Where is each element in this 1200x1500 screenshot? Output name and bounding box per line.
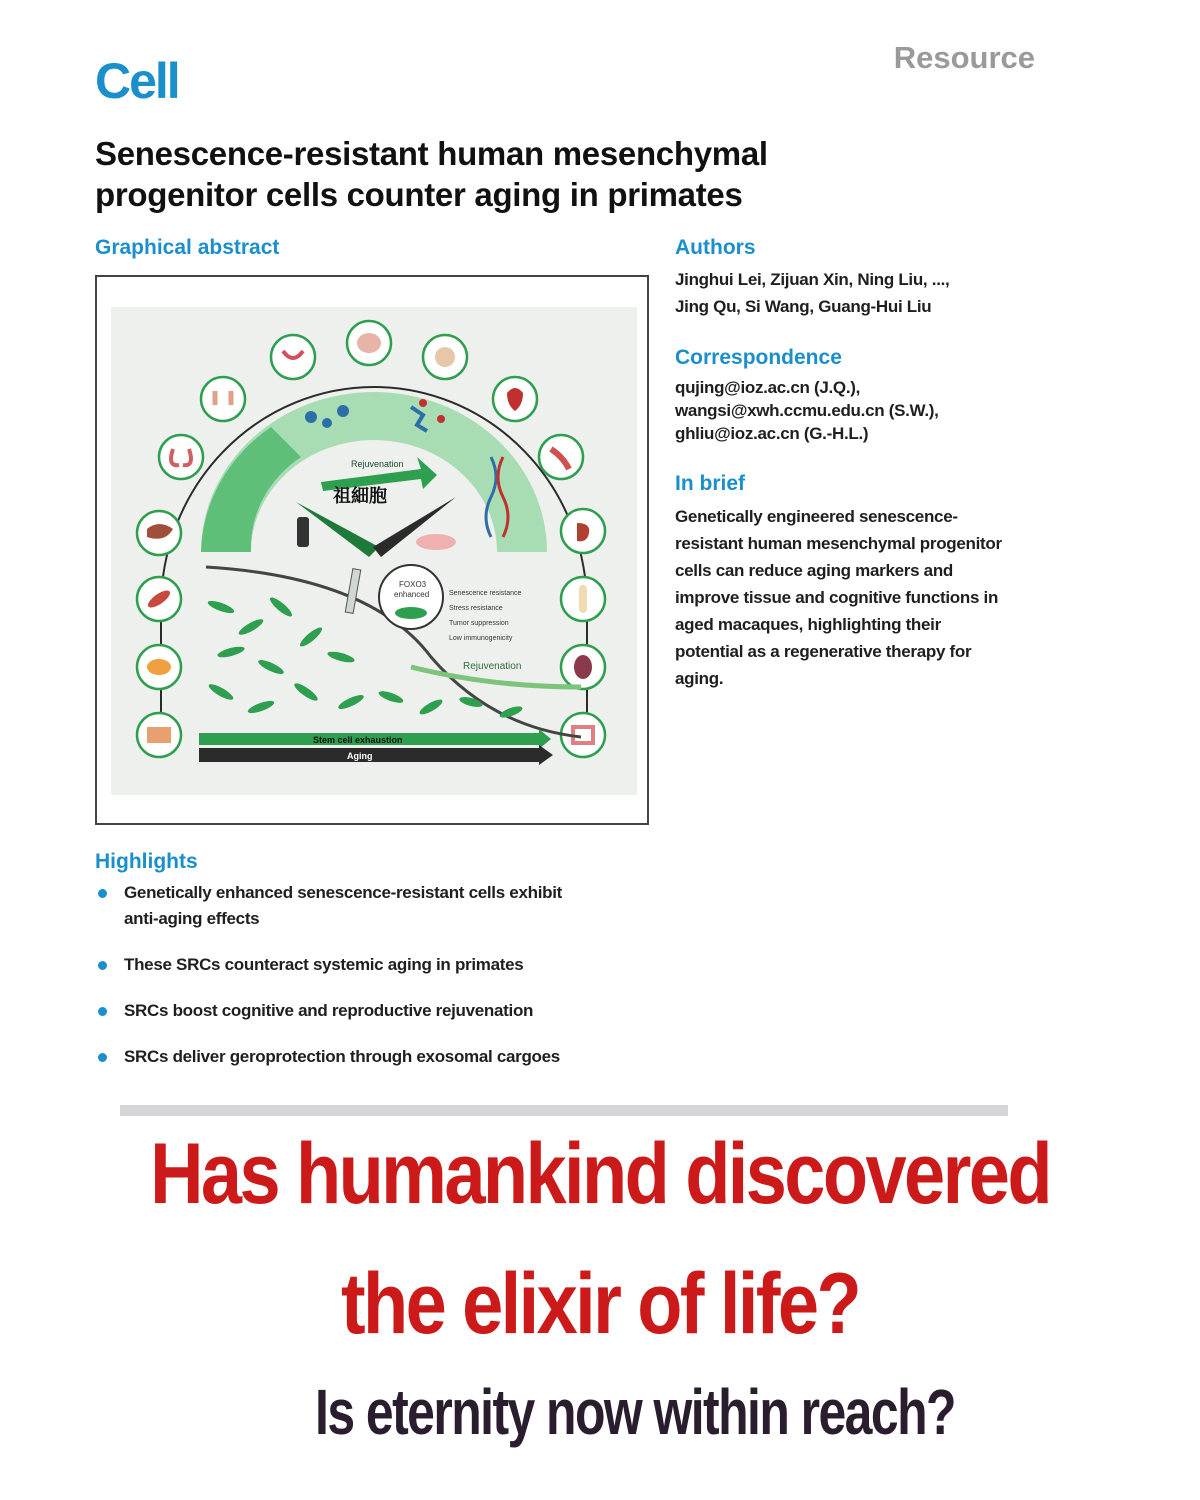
in-brief-line: improve tissue and cognitive functions in xyxy=(675,588,999,607)
authors-list xyxy=(675,266,949,320)
property-2: Stress resistance xyxy=(449,605,503,612)
arc-label: Rejuvenation xyxy=(351,459,404,469)
highlights-list xyxy=(95,880,655,1090)
correspondence-heading: Correspondence xyxy=(675,346,842,369)
syringe-icon xyxy=(345,569,361,614)
headline-line-2: the elixir of life? xyxy=(340,1256,860,1352)
bullet-icon xyxy=(98,1007,107,1016)
male-reproductive-icon xyxy=(201,377,245,421)
cell-cluster xyxy=(206,595,523,720)
title-line-2: progenitor cells counter aging in primates xyxy=(95,176,743,213)
highlights-heading: Highlights xyxy=(95,850,198,873)
headline-line-1: Has humankind discovered xyxy=(150,1126,1050,1222)
graphical-abstract-figure xyxy=(95,275,649,825)
article-type-label: Resource xyxy=(893,40,1035,75)
foxo3-label: FOXO3 xyxy=(399,580,427,589)
bar-label-green: Stem cell exhaustion xyxy=(313,735,403,745)
in-brief-heading: In brief xyxy=(675,472,746,495)
vial-icon xyxy=(297,517,309,547)
highlight-text: These SRCs counteract systemic aging in primates xyxy=(124,955,524,974)
in-brief-text xyxy=(675,503,1002,692)
email-link-3[interactable]: ghliu@ioz.ac.cn (G.-H.L.) xyxy=(675,424,869,443)
article-title xyxy=(95,133,975,215)
authors-heading: Authors xyxy=(675,236,756,259)
chinese-label: 祖細胞 xyxy=(333,486,387,506)
lung-icon xyxy=(159,435,203,479)
in-brief-line: aging. xyxy=(675,669,724,688)
graphical-abstract-illustration xyxy=(111,307,637,795)
authors-line-1: Jinghui Lei, Zijuan Xin, Ning Liu, ..., xyxy=(675,270,950,289)
in-brief-line: cells can reduce aging markers and xyxy=(675,561,953,580)
property-4: Low immunogenicity xyxy=(449,635,513,642)
graphical-abstract-canvas xyxy=(111,307,637,795)
email-link-1[interactable]: qujing@ioz.ac.cn (J.Q.), xyxy=(675,378,861,397)
highlight-text: anti-aging effects xyxy=(124,909,260,928)
highlight-text: SRCs boost cognitive and reproductive rejuvenation xyxy=(124,1001,534,1020)
foxo3-enhanced-label: enhanced xyxy=(394,590,430,599)
subheadline: Is eternity now within reach? xyxy=(315,1376,955,1448)
highlight-item xyxy=(95,998,655,1024)
bar-label-dark: Aging xyxy=(347,751,373,761)
highlight-item xyxy=(95,880,655,932)
highlight-text: SRCs deliver geroprotection through exosomal cargoes xyxy=(124,1047,560,1066)
highlight-text: Genetically enhanced senescence-resistant cells exhibit xyxy=(124,883,562,902)
property-3: Tumor suppression xyxy=(449,620,509,627)
in-brief-line: potential as a regenerative therapy for xyxy=(675,642,972,661)
correspondence-emails xyxy=(675,376,939,445)
authors-line-2: Jing Qu, Si Wang, Guang-Hui Liu xyxy=(675,297,932,316)
graphical-abstract-heading: Graphical abstract xyxy=(95,236,280,259)
dish-icon xyxy=(416,534,456,550)
in-brief-line: resistant human mesenchymal progenitor xyxy=(675,534,1002,553)
curve-label: Rejuvenation xyxy=(463,661,522,672)
journal-logo: Cell xyxy=(95,53,179,109)
highlight-item xyxy=(95,952,655,978)
title-line-1: Senescence-resistant human mesenchymal xyxy=(95,135,768,172)
bullet-icon xyxy=(98,961,107,970)
section-divider xyxy=(120,1105,1008,1116)
property-1: Senescence resistance xyxy=(449,590,522,597)
in-brief-line: Genetically engineered senescence- xyxy=(675,507,958,526)
highlight-item xyxy=(95,1044,655,1070)
bullet-icon xyxy=(98,1053,107,1062)
in-brief-line: aged macaques, highlighting their xyxy=(675,615,941,634)
bullet-icon xyxy=(98,889,107,898)
email-link-2[interactable]: wangsi@xwh.ccmu.edu.cn (S.W.), xyxy=(675,401,939,420)
